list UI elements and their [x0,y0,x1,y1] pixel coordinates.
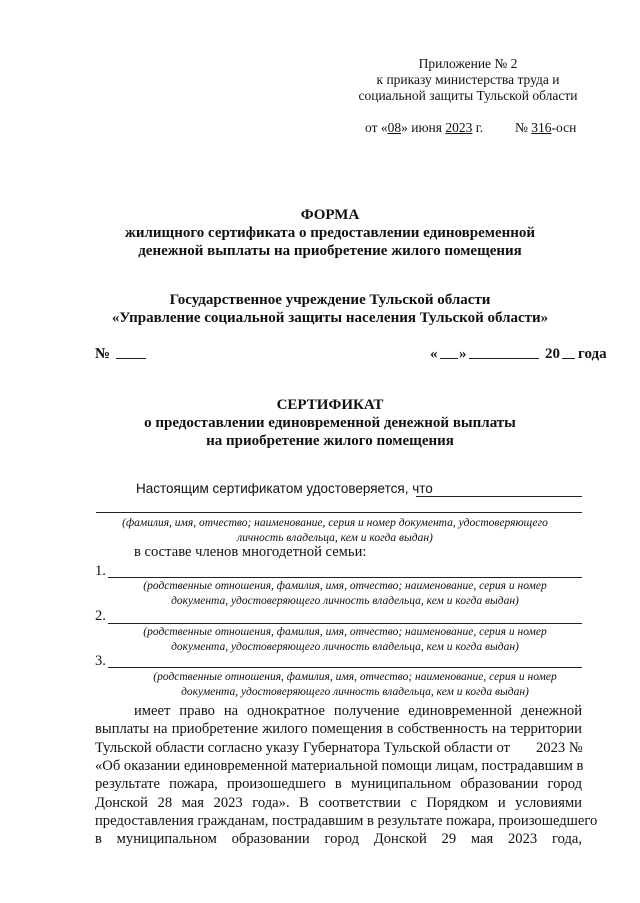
certificate-line-2: на приобретение жилого помещения [206,433,454,449]
holder-field-b[interactable] [96,512,582,513]
institution-line-1: Государственное учреждение Тульской области [169,292,491,308]
body-line-5: результате пожара, произошедшего в муниципальном образовании город [95,776,582,792]
appendix-block [350,56,586,104]
institution-line-2: «Управление социальной защиты населения Тульской области» [111,310,549,326]
order-number-suffix: -осн [551,120,577,135]
member-2-hint-line-2: документа, удостоверяющего личность владельца, кем и когда выдан) [171,641,519,653]
cert-year-field[interactable] [562,358,575,359]
body-line-4: «Об оказании единовременной материальной помощи лицам, пострадавшим в [95,758,584,774]
family-intro: в составе членов многодетной семьи: [134,544,367,560]
cert-number-field[interactable] [116,358,146,359]
form-title-line-1: жилищного сертификата о предоставлении единовременной [124,225,536,241]
order-number-label: № [515,120,528,135]
cert-number-label: № [95,346,111,362]
member-3-hint-line-2: документа, удостоверяющего личность владельца, кем и когда выдан) [181,686,529,698]
body-line-3b: 2023 № [536,740,583,756]
cert-year-suffix: года [578,346,607,362]
form-heading: ФОРМА [300,207,360,223]
body-line-1: имеет право на однократное получение единовременной денежной [134,703,582,719]
certify-text: Настоящим сертификатом удостоверяется, что [136,481,433,496]
order-date [365,120,483,136]
holder-hint-line-1: (фамилия, имя, отчество; наименование, серия и номер документа, удостоверяющего [122,517,548,529]
order-month: » июня [401,120,442,135]
member-2-number: 2. [95,608,106,624]
body-line-3a: Тульской области согласно указу Губернатора Тульской области от [95,740,510,756]
cert-month-field[interactable] [469,358,539,359]
member-2-hint-line-1: (родственные отношения, фамилия, имя, отчество; наименование, серия и номер [143,626,547,638]
order-year-suffix: г. [475,120,484,135]
cert-year-prefix: 20 [545,346,560,362]
certificate-line-1: о предоставлении единовременной денежной выплаты [144,415,516,431]
member-3-number: 3. [95,653,106,669]
member-3-hint-line-1: (родственные отношения, фамилия, имя, отчество; наименование, серия и номер [153,671,557,683]
holder-field-a[interactable] [416,496,582,497]
cert-day-field[interactable] [440,358,458,359]
member-1-number: 1. [95,563,106,579]
order-number-value: 316 [531,120,552,135]
body-line-8: в муниципальном образовании город Донской 29 мая 2023 года, [95,831,582,847]
certificate-title: СЕРТИФИКАТ [276,397,384,413]
order-number [515,120,576,136]
cert-date-close: » [459,346,467,362]
body-line-2: выплаты на приобретение жилого помещения в собственность на территории [95,721,582,737]
order-from: от « [365,120,388,135]
order-year: 2023 [445,120,473,135]
body-line-6: Донской 28 мая 2023 года». В соответствии с Порядком и условиями [95,795,582,811]
member-1-hint-line-2: документа, удостоверяющего личность владельца, кем и когда выдан) [171,595,519,607]
member-1-hint-line-1: (родственные отношения, фамилия, имя, отчество; наименование, серия и номер [143,580,547,592]
order-day: 08 [387,120,402,135]
appendix-line-1: Приложение № 2 [418,56,518,71]
appendix-line-2: к приказу министерства труда и [376,72,560,87]
cert-date-open: « [430,346,438,362]
body-line-7: предоставления гражданам, пострадавшим в результате пожара, произошедшего [95,813,598,829]
member-3-field[interactable] [108,667,582,668]
appendix-line-3: социальной защиты Тульской области [358,88,578,103]
holder-hint-line-2: личность владельца, кем и когда выдан) [237,532,433,544]
form-title-line-2: денежной выплаты на приобретение жилого помещения [138,243,522,259]
